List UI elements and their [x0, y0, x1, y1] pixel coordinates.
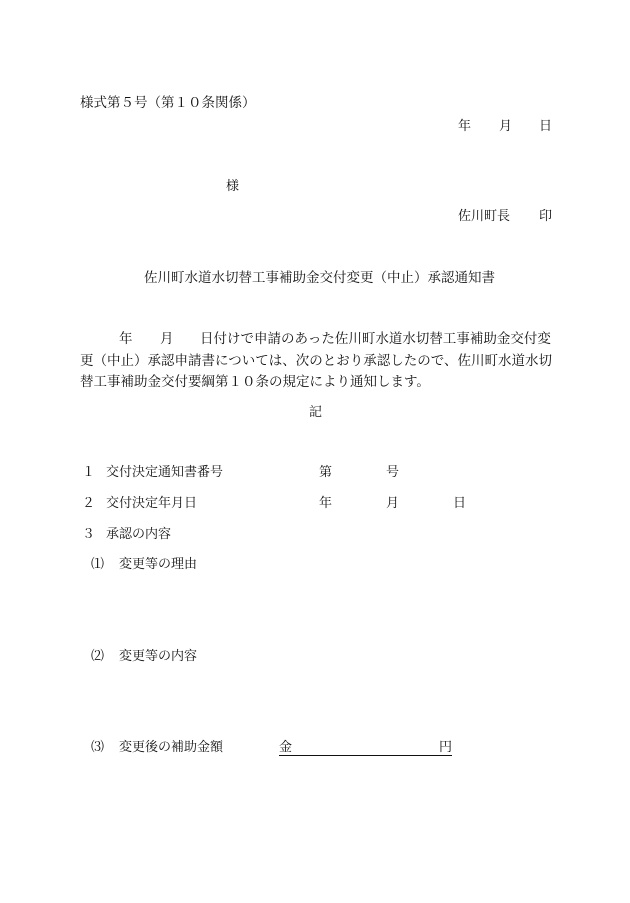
subitem-number: ⑵	[91, 649, 105, 664]
subitem-label: 変更等の理由	[119, 557, 198, 572]
item-label: 交付決定通知書番号	[106, 465, 224, 480]
subitem-number: ⑴	[91, 557, 105, 572]
subitem-label: 変更等の内容	[119, 649, 198, 664]
document-title: 佐川町水道水切替工事補助金交付変更（中止）承認通知書	[144, 270, 495, 286]
item-value-day: 日	[453, 496, 467, 511]
issuer-seal: 印	[539, 209, 553, 224]
date-day: 日	[539, 119, 553, 134]
amount-prefix: 金	[279, 740, 293, 755]
item-label: 承認の内容	[106, 527, 172, 542]
subitem-label: 変更後の補助金額	[119, 740, 224, 755]
body-year: 年	[119, 331, 133, 347]
body-line3: 替工事補助金交付要綱第１０条の規定により通知します。	[80, 374, 430, 390]
issuer-title: 佐川町長	[458, 209, 511, 224]
date-year: 年	[458, 119, 472, 134]
form-number: 様式第５号（第１０条関係）	[80, 95, 256, 111]
item-number: １	[82, 465, 96, 480]
body-month: 月	[160, 331, 174, 347]
addressee-suffix: 様	[226, 179, 240, 194]
amount-suffix: 円	[439, 740, 453, 755]
item-value-dai: 第	[319, 465, 333, 480]
item-value-go: 号	[386, 465, 400, 480]
date-month: 月	[499, 119, 513, 134]
item-number: ３	[82, 527, 96, 542]
ki-heading: 記	[309, 405, 323, 420]
item-value-month: 月	[386, 496, 400, 511]
item-number: ２	[82, 496, 96, 511]
amount-underline	[279, 741, 452, 756]
body-line2: 更（中止）承認申請書については、次のとおり承認したので、佐川町水道水切	[80, 353, 552, 369]
subitem-number: ⑶	[91, 740, 105, 755]
item-label: 交付決定年月日	[106, 496, 198, 511]
body-line1: 日付けで申請のあった佐川町水道水切替工事補助金交付変	[200, 331, 551, 347]
item-value-year: 年	[319, 496, 333, 511]
